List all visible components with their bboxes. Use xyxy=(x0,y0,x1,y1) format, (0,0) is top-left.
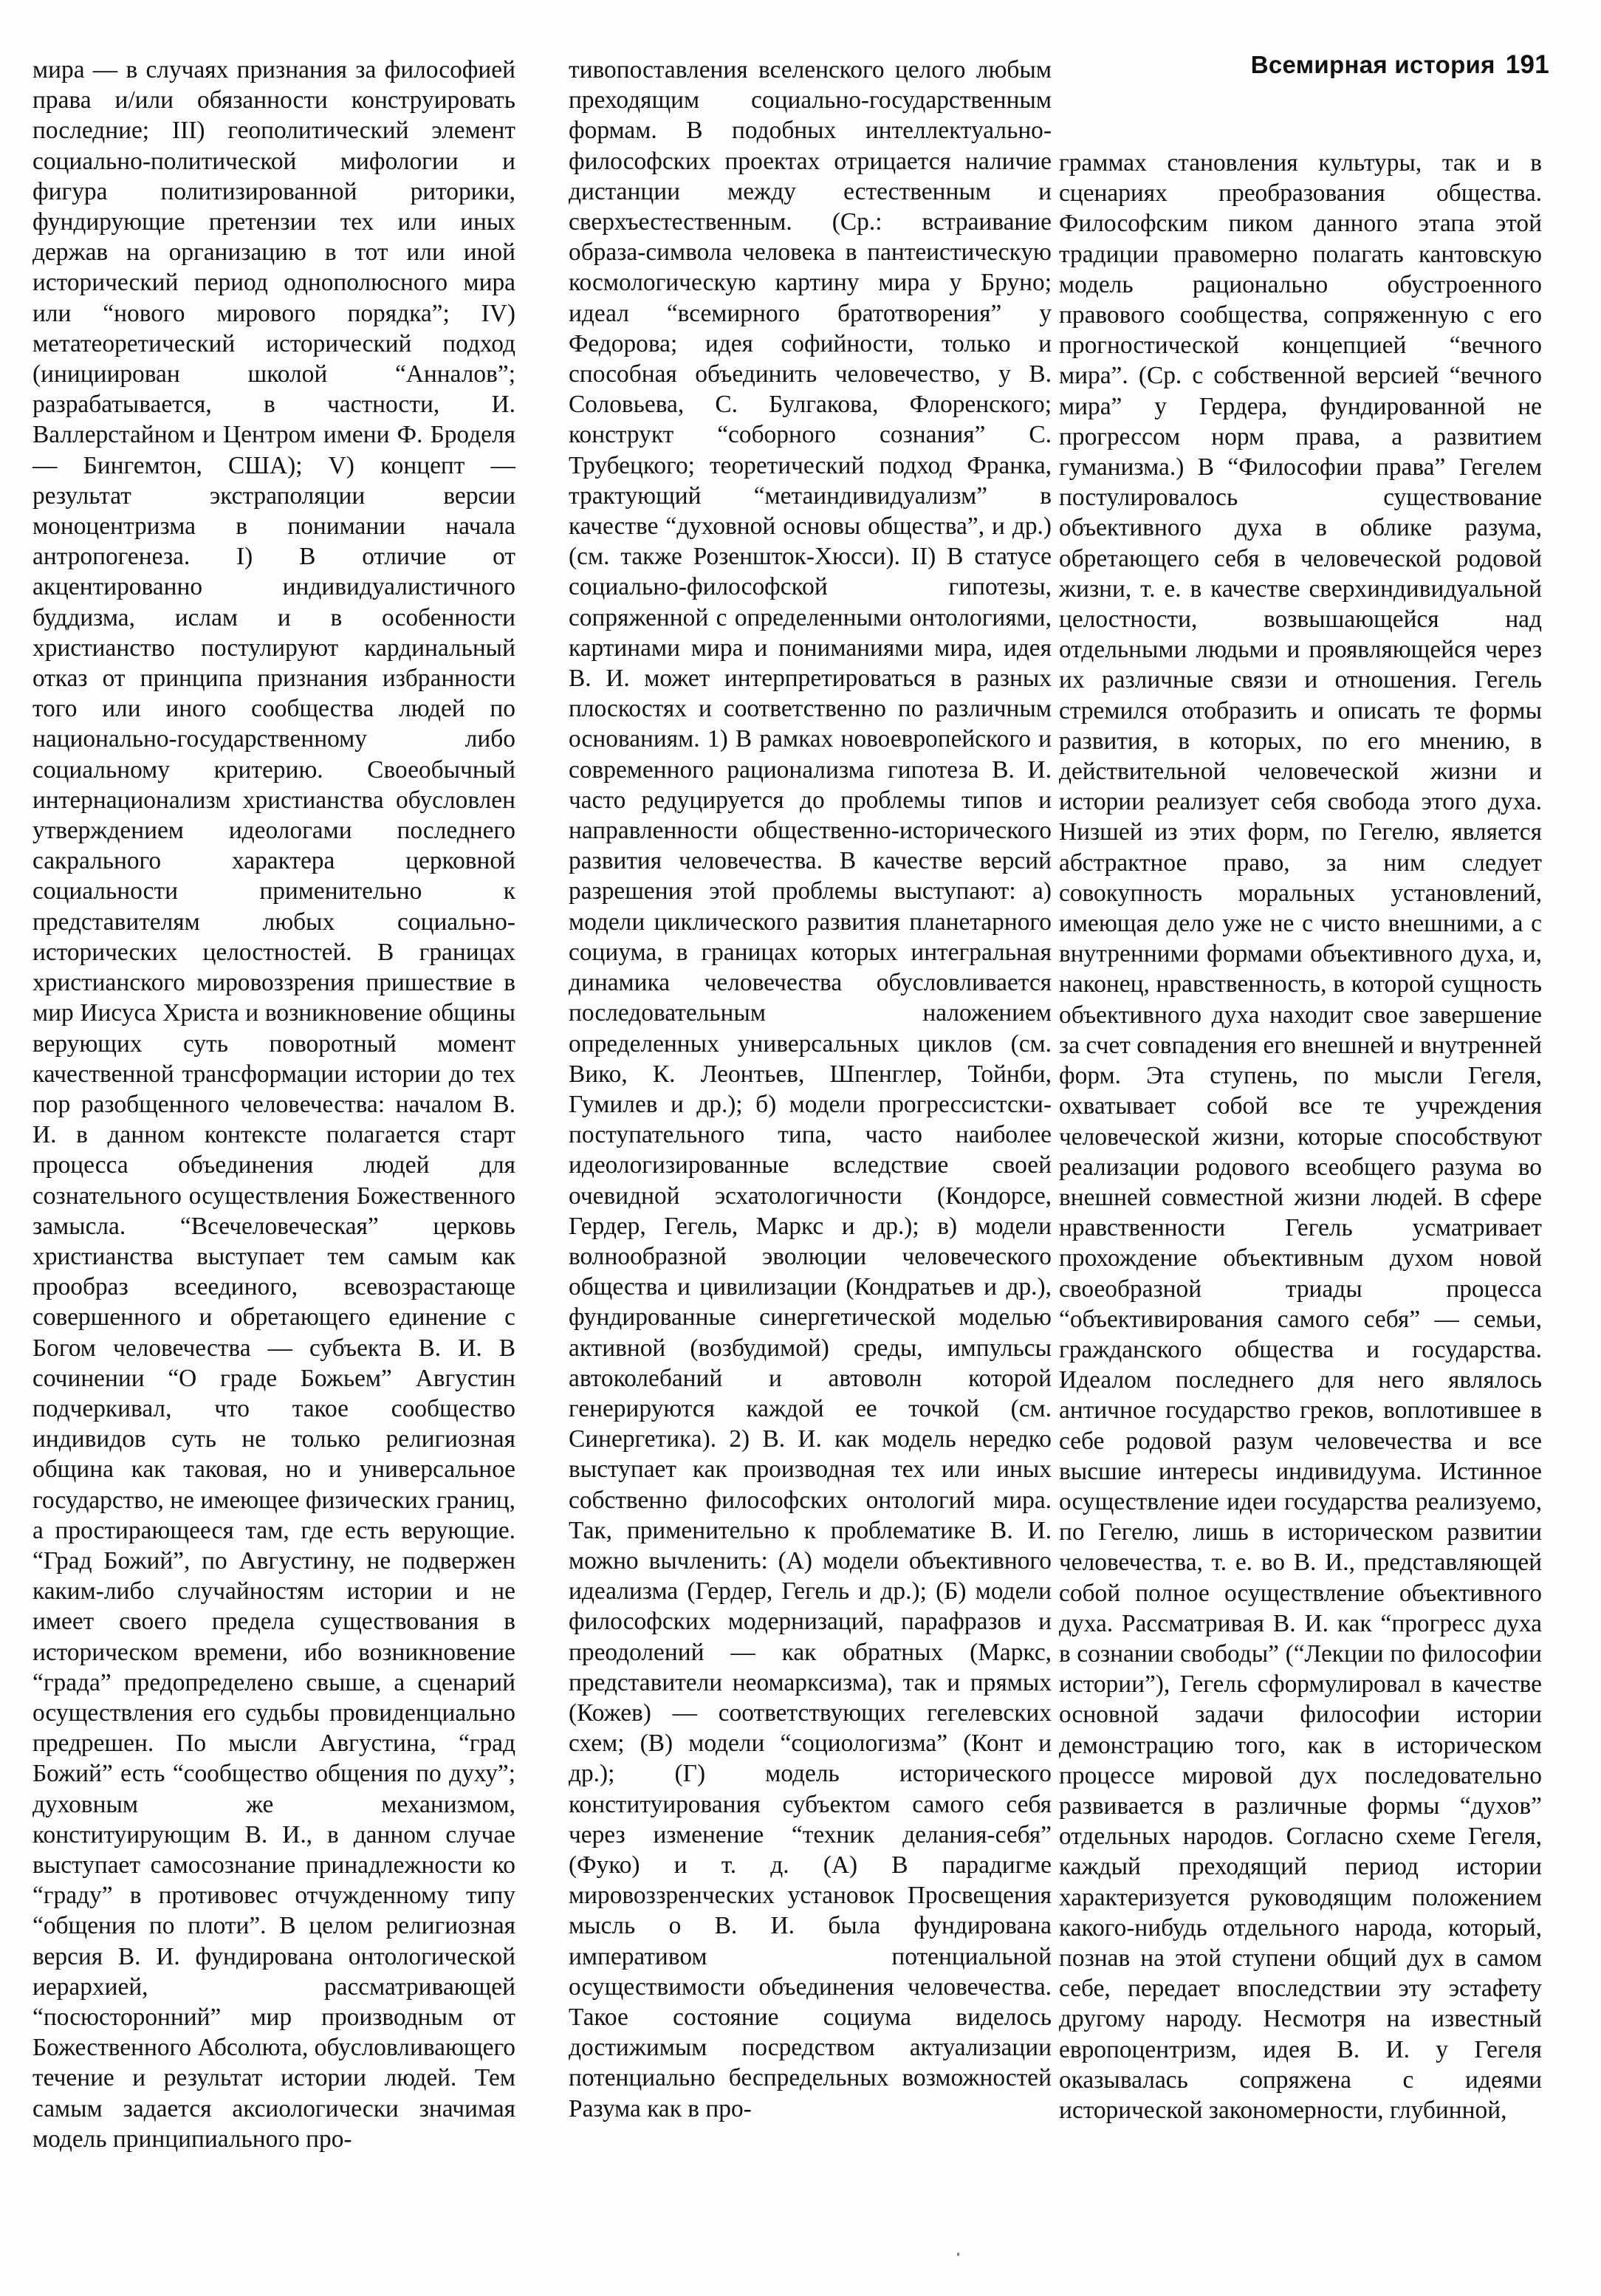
text-column-left: мира — в случаях признания за философией права и/или обязанности конструировать последние; III) геополитический элемент социально-политической мифологии и фигура политизированной риторики, фундирующие претензии тех или иных держав на организацию в тот или иной исторический период однополюсного мира или “нового мирового порядка”; IV) метатеоретический исторический подход (инициирован школой “Анналов”; разрабатывается, в частности, И. Валлерстайном и Центром имени Ф. Броделя — Бингемтон, США); V) концепт — результат экстраполяции версии моноцентризма в понимании начала антропогенеза. I) В отличие от акцентированно индивидуалистичного буддизма, ислам и в особенности христианство постулируют кардинальный отказ от принципа признания избранности того или иного сообщества людей по национально-государственному либо социальному критерию. Своеобычный интернационализм христианства обусловлен утверждением идеологами последнего сакрального характера церковной социальности применительно к представителям любых социально-исторических целостностей. В границах христианского мировоззрения пришествие в мир Иисуса Христа и возникновение общины верующих суть поворотный момент качественной трансформации истории до тех пор разобщенного человечества: началом В. И. в данном контексте полагается старт процесса объединения людей для сознательного осуществления Божественного замысла. “Всечеловеческая” церковь христианства выступает тем самым как прообраз всеединого, всевозрастающе совершенного и обретающего единение с Богом человечества — субъекта В. И. В сочинении “О граде Божьем” Августин подчеркивал, что такое сообщество индивидов суть не только религиозная община как таковая, но и универсальное государство, не имеющее физических границ, а простирающееся там, где есть верующие. “Град Божий”, по Августину, не подвержен каким-либо случайностям истории и не имеет своего предела существования в историческом времени, ибо возникновение “града” предопределено свыше, а сценарий осуществления его судьбы провиденциально предрешен. По мысли Августина, “град Божий” есть “сообщество общения по духу”; духовным же механизмом, конституирующим В. И., в данном случае выступает самосознание принадлежности ко “граду” в противовес отчужденному типу “общения по плоти”. В целом религиозная версия В. И. фундирована онтологической иерархией, рассматривающей “посюсторонний” мир производным от Божественного Абсолюта, обусловливающего течение и результат истории людей. Тем самым задается аксиологически значимая модель принципиального про- xyxy=(32,56,515,2153)
page-number: 191 xyxy=(1505,50,1549,79)
running-head-title: Всемирная история xyxy=(1250,51,1495,78)
text-column-middle: тивопоставления вселенского целого любым преходящим социально-государственным формам. В подобных интеллектуально-философских проектах отрицается наличие дистанции между естественным и сверхъестественным. (Ср.: встраивание образа-символа человека в пантеистическую космологическую картину мира у Бруно; идеал “всемирного братотворения” у Федорова; идея софийности, только и способная объединить человечество, у В. Соловьева, С. Булгакова, Флоренского; конструкт “соборного сознания” С. Трубецкого; теоретический подход Франка, трактующий “метаиндивидуализм” в качестве “духовной основы общества”, и др.) (см. также Розеншток-Хюсси). II) В статусе социально-философской гипотезы, сопряженной с определенными онтологиями, картинами мира и пониманиями мира, идея В. И. может интерпретироваться в разных плоскостях и соответственно по различным основаниям. 1) В рамках новоевропейского и современного рационализма гипотеза В. И. часто редуцируется до проблемы типов и направленности общественно-исторического развития человечества. В качестве версий разрешения этой проблемы выступают: а) модели циклического развития планетарного социума, в границах которых интегральная динамика человечества обусловливается последовательным наложением определенных универсальных циклов (см. Вико, К. Леонтьев, Шпенглер, Тойнби, Гумилев и др.); б) модели прогрессистски-поступательного типа, часто наиболее идеологизированные вследствие своей очевидной эсхатологичности (Кондорсе, Гердер, Гегель, Маркс и др.); в) модели волнообразной эволюции человеческого общества и цивилизации (Кондратьев и др.), фундированные синергетической моделью активной (возбудимой) среды, импульсы автоколебаний и автоволн которой генерируются каждой ее точкой (см. Синергетика). 2) В. И. как модель нередко выступает как производная тех или иных собственно философских онтологий мира. Так, применительно к проблематике В. И. можно вычленить: (А) модели объективного идеализма (Гердер, Гегель и др.); (Б) модели философских модернизаций, парафразов и преодолений — как обратных (Маркс, представители неомарксизма), так и прямых (Кожев) — соответствующих гегелевских схем; (В) модели “социологизма” (Конт и др.); (Г) модель исторического конституирования субъектом самого себя через изменение “техник делания-себя” (Фуко) и т. д. (А) В парадигме мировоззренческих установок Просвещения мысль о В. И. была фундирована императивом потенциальной осуществимости объединения человечества. Такое состояние социума виделось достижимым посредством актуализации потенциально беспредельных возможностей Разума как в про- xyxy=(569,56,1052,2122)
print-speck xyxy=(957,2252,959,2256)
running-head xyxy=(1224,50,1549,80)
text-column-right: граммах становления культуры, так и в сценариях преобразования общества. Философским пиком данного этапа этой традиции правомерно полагать кантовскую модель рационально обустроенного правового сообщества, сопряженную с его прогностической концепцией “вечного мира”. (Ср. с собственной версией “вечного мира” у Гердера, фундированной не прогрессом норм права, а развитием гуманизма.) В “Философии права” Гегелем постулировалось существование объективного духа в облике разума, обретающего себя в человеческой родовой жизни, т. е. в качестве сверхиндивидуальной целостности, возвышающейся над отдельными людьми и проявляющейся через их различные связи и отношения. Гегель стремился отобразить и описать те формы развития, в которых, по его мнению, в действительной человеческой жизни и истории реализует себя свобода этого духа. Низшей из этих форм, по Гегелю, является абстрактное право, за ним следует совокупность моральных установлений, имеющая дело уже не с чисто внешними, а с внутренними формами объективного духа, и, наконец, нравственность, в которой сущность объективного духа находит свое завершение за счет совпадения его внешней и внутренней форм. Эта ступень, по мысли Гегеля, охватывает собой все те учреждения человеческой жизни, которые способствуют реализации родового всеобщего разума во внешней совместной жизни людей. В сфере нравственности Гегель усматривает прохождение объективным духом новой своеобразной триады процесса “объективирования самого себя” — семьи, гражданского общества и государства. Идеалом последнего для него являлось античное государство греков, воплотившее в себе родовой разум человечества и все высшие интересы индивидуума. Истинное осуществление идеи государства реализуемо, по Гегелю, лишь в историческом развитии человечества, т. е. во В. И., представляющей собой полное осуществление объективного духа. Рассматривая В. И. как “прогресс духа в сознании свободы” (“Лекции по философии истории”), Гегель сформулировал в качестве основной задачи философии истории демонстрацию того, как в историческом процессе мировой дух последовательно развивается в различные формы “духов” отдельных народов. Согласно схеме Гегеля, каждый преходящий период истории характеризуется руководящим положением какого-нибудь отдельного народа, который, познав на этой ступени общий дух в самом себе, передает впоследствии эту эстафету другому народу. Несмотря на известный европоцентризм, идея В. И. у Гегеля оказывалась сопряжена с идеями исторической закономерности, глубинной, xyxy=(1059,149,1542,2124)
